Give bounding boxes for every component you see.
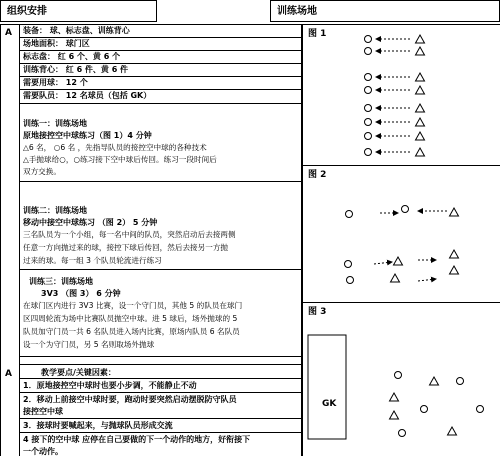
- player-triangle-icon: [416, 73, 425, 81]
- player-triangle-icon: [416, 35, 425, 43]
- player-circle-icon: [477, 406, 484, 413]
- player-triangle-icon: [390, 411, 399, 419]
- player-triangle-icon: [450, 250, 459, 258]
- figure-3: [302, 303, 500, 457]
- lesson-sheet: [0, 24, 500, 456]
- figure-2: [302, 166, 500, 303]
- drill1-line2-b: ，: [65, 155, 74, 164]
- player-triangle-icon: [416, 104, 425, 112]
- drill1-line1-b: 6 名 ，先指导队员的接控空中球的各种技术: [60, 143, 207, 152]
- player-circle-icon: [347, 277, 354, 284]
- vests-text: 训练背心： 红 6 件、黄 6 件: [23, 65, 129, 74]
- figure-3-label: 图 3: [308, 307, 327, 317]
- divider: [19, 356, 301, 357]
- player-triangle-icon: [394, 257, 403, 265]
- key-point-1: 1．原地接控空中球时也要小步调，不能静止不动: [23, 381, 197, 390]
- cones-row: [19, 51, 301, 64]
- players-text: 需要队员： 12 名球员（包括 GK）: [23, 91, 152, 100]
- player-triangle-icon: [416, 148, 425, 156]
- circle-icon: ○: [73, 155, 81, 164]
- drill2-title: 移动中接空中球练习 （图 2） 5 分钟: [23, 218, 158, 227]
- section-a-marker: A: [5, 28, 12, 38]
- player-circle-icon: [365, 149, 372, 156]
- figure-2-label: 图 2: [308, 170, 327, 180]
- divider: [19, 418, 301, 419]
- pass-arrow: [374, 262, 392, 264]
- section-a2-marker: A: [5, 369, 12, 379]
- triangle-icon: △: [23, 155, 29, 164]
- drill2-line2: 任意一方向抛过来的球，接控下球后传回，然后去接另一方抛: [23, 243, 229, 252]
- player-circle-icon: [365, 87, 372, 94]
- circle-icon: ○: [59, 155, 66, 164]
- key-point-4: 4 接下的空中球 应停在自己要做的下一个动作的地方，好衔接下: [23, 435, 251, 444]
- circle-icon: ○: [53, 143, 61, 152]
- balls-row: [19, 77, 301, 90]
- player-circle-icon: [421, 406, 428, 413]
- section-marker-column: [1, 25, 20, 456]
- drill2-line3: 过来的球。每一组 3 个队员轮流进行练习: [23, 256, 162, 265]
- figure-1-label: 图 1: [308, 29, 327, 39]
- drill3-heading: 训练三：训练场地: [29, 277, 93, 286]
- key-point-3: 3．接球时要喊起来，与抛球队员形成交流: [23, 421, 173, 430]
- balls-text: 需要用球： 12 个: [23, 78, 88, 87]
- triangle-icon: △: [23, 143, 29, 152]
- player-triangle-icon: [390, 393, 399, 401]
- player-triangle-icon: [416, 47, 425, 55]
- player-circle-icon: [402, 206, 409, 213]
- goal-area-box: [308, 335, 346, 439]
- drill1-line2: [23, 155, 299, 165]
- divider: [19, 269, 301, 270]
- player-triangle-icon: [416, 132, 425, 140]
- player-triangle-icon: [450, 208, 459, 216]
- drill1-heading: 训练一：训练场地: [23, 119, 87, 128]
- field-text: 场地面积： 球门区: [23, 39, 90, 48]
- player-circle-icon: [365, 105, 372, 112]
- player-triangle-icon: [416, 118, 425, 126]
- drill3-line2: 区四周轮流为场中比赛队员抛空中球。进 5 球后，场外抛球的 5: [23, 314, 238, 323]
- cones-text: 标志盘： 红 6 个、黄 6 个: [23, 52, 121, 61]
- drill2-heading: 训练二：训练场地: [23, 206, 87, 215]
- player-circle-icon: [365, 74, 372, 81]
- players-row: [19, 90, 301, 104]
- key-points-heading: 教学要点/关键因素：: [41, 368, 116, 377]
- drill1-line3: 双方交换。: [23, 167, 61, 176]
- player-triangle-icon: [391, 274, 400, 282]
- equipment-text: 装备： 球、标志盘、训练背心: [23, 26, 130, 35]
- player-circle-icon: [365, 133, 372, 140]
- figure-1: [302, 25, 500, 166]
- key-point-2: 2．移动上前接空中球时要，跑动时要突然启动摆脱防守队员: [23, 395, 237, 404]
- drill3-title: 3V3 （图 3） 6 分钟: [41, 289, 121, 298]
- field-header: 训练场地: [270, 0, 500, 22]
- drill3-line3: 队员加守门员一共 6 名队员进入场内比赛，原场内队员 6 名队员: [23, 327, 240, 336]
- figure-2-diagram: [302, 166, 500, 303]
- player-circle-icon: [395, 372, 402, 379]
- equipment-row: [19, 25, 301, 38]
- player-circle-icon: [399, 430, 406, 437]
- divider: [19, 364, 301, 365]
- gk-label: GK: [322, 399, 337, 409]
- figures-column: [302, 25, 500, 456]
- drill1-line1-a: 6 名，: [28, 143, 52, 152]
- player-circle-icon: [365, 36, 372, 43]
- pass-arrow: [418, 279, 436, 281]
- player-circle-icon: [345, 261, 352, 268]
- org-header: 组织安排: [0, 0, 157, 22]
- figure-1-diagram: [302, 25, 500, 166]
- player-circle-icon: [457, 378, 464, 385]
- drill2-line1: 三名队员为一个小组，每一名中间的队员，突然启动后去接两侧: [23, 230, 236, 239]
- organization-column: [19, 25, 303, 456]
- key-point-4b: 一个动作。: [23, 447, 63, 456]
- divider: [19, 432, 301, 433]
- drill1-line1: [23, 143, 299, 153]
- drill3-line4: 设一个为守门员，另 5 名则取场外抛球: [23, 340, 155, 349]
- divider: [19, 392, 301, 393]
- drill3-line1: 在球门区内进行 3V3 比赛，设一个守门员，其他 5 的队员在球门: [23, 301, 243, 310]
- player-triangle-icon: [416, 86, 425, 94]
- drill1-line2-c: 练习接下空中球后传回。练习一段时间后: [80, 155, 217, 164]
- divider: [19, 181, 301, 182]
- player-circle-icon: [365, 48, 372, 55]
- field-row: [19, 38, 301, 51]
- drill1-line2-a: 手抛球给: [28, 155, 60, 164]
- figure-3-diagram: [302, 303, 500, 457]
- player-circle-icon: [365, 119, 372, 126]
- divider: [19, 378, 301, 379]
- key-point-2b: 接控空中球: [23, 407, 63, 416]
- drill1-title: 原地接控空中球练习（图 1）4 分钟: [23, 131, 152, 140]
- player-triangle-icon: [430, 377, 439, 385]
- player-triangle-icon: [448, 427, 457, 435]
- player-triangle-icon: [450, 266, 459, 274]
- player-circle-icon: [346, 211, 353, 218]
- vests-row: [19, 64, 301, 77]
